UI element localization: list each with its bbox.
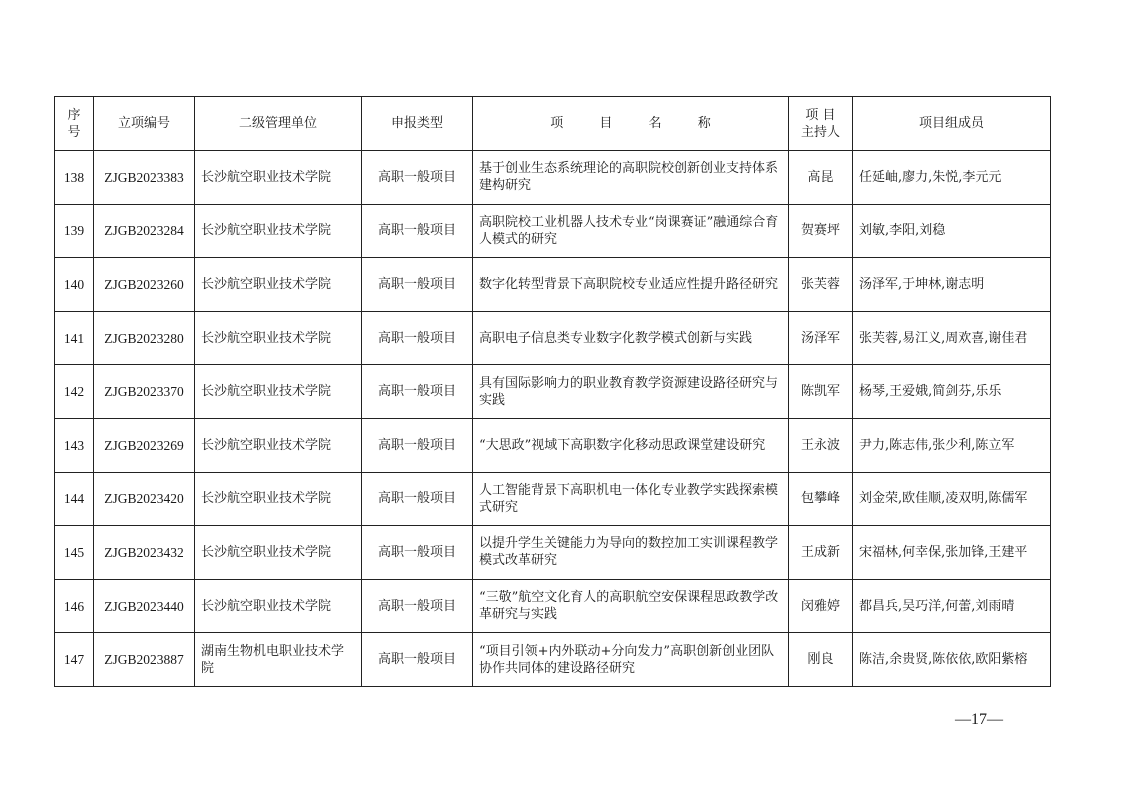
cell-code: ZJGB2023269	[94, 418, 195, 472]
table-row	[55, 418, 1051, 472]
cell-type: 高职一般项目	[362, 365, 473, 419]
cell-host: 高昆	[789, 151, 853, 205]
cell-members: 任延岫,廖力,朱悦,李元元	[853, 151, 1051, 205]
cell-members: 都昌兵,吴巧洋,何蕾,刘雨晴	[853, 579, 1051, 633]
table-row	[55, 311, 1051, 365]
cell-unit: 长沙航空职业技术学院	[195, 579, 362, 633]
cell-seq: 144	[55, 472, 94, 526]
cell-host: 王成新	[789, 526, 853, 580]
cell-seq: 139	[55, 204, 94, 258]
header-seq: 序 号	[55, 97, 94, 151]
cell-type: 高职一般项目	[362, 151, 473, 205]
cell-type: 高职一般项目	[362, 579, 473, 633]
cell-members: 宋福林,何幸保,张加锋,王建平	[853, 526, 1051, 580]
cell-host: 闵雅婷	[789, 579, 853, 633]
cell-project-name: 基于创业生态系统理论的高职院校创新创业支持体系建构研究	[473, 151, 789, 205]
cell-seq: 147	[55, 633, 94, 687]
cell-type: 高职一般项目	[362, 311, 473, 365]
cell-code: ZJGB2023887	[94, 633, 195, 687]
header-unit: 二级管理单位	[195, 97, 362, 151]
table-row	[55, 526, 1051, 580]
cell-project-name: 具有国际影响力的职业教育教学资源建设路径研究与实践	[473, 365, 789, 419]
cell-code: ZJGB2023280	[94, 311, 195, 365]
cell-unit: 长沙航空职业技术学院	[195, 311, 362, 365]
table-row	[55, 633, 1051, 687]
cell-project-name: 高职院校工业机器人技术专业“岗课赛证”融通综合育人模式的研究	[473, 204, 789, 258]
cell-code: ZJGB2023432	[94, 526, 195, 580]
cell-project-name: “三敬”航空文化育人的高职航空安保课程思政教学改革研究与实践	[473, 579, 789, 633]
header-project-name: 项 目 名 称	[473, 97, 789, 151]
cell-host: 汤泽军	[789, 311, 853, 365]
cell-seq: 146	[55, 579, 94, 633]
cell-unit: 长沙航空职业技术学院	[195, 472, 362, 526]
cell-project-name: 高职电子信息类专业数字化教学模式创新与实践	[473, 311, 789, 365]
table-row	[55, 151, 1051, 205]
cell-unit: 长沙航空职业技术学院	[195, 526, 362, 580]
cell-host: 刚良	[789, 633, 853, 687]
cell-project-name: 以提升学生关键能力为导向的数控加工实训课程教学模式改革研究	[473, 526, 789, 580]
cell-members: 张芙蓉,易江义,周欢喜,谢佳君	[853, 311, 1051, 365]
cell-unit: 长沙航空职业技术学院	[195, 418, 362, 472]
cell-unit: 长沙航空职业技术学院	[195, 258, 362, 312]
table-row	[55, 472, 1051, 526]
cell-members: 汤泽军,于坤林,谢志明	[853, 258, 1051, 312]
cell-members: 刘金荣,欧佳顺,凌双明,陈儒军	[853, 472, 1051, 526]
cell-seq: 145	[55, 526, 94, 580]
cell-unit: 湖南生物机电职业技术学院	[195, 633, 362, 687]
project-table	[54, 96, 1051, 687]
cell-host: 贺赛坪	[789, 204, 853, 258]
cell-host: 王永波	[789, 418, 853, 472]
cell-unit: 长沙航空职业技术学院	[195, 365, 362, 419]
cell-type: 高职一般项目	[362, 204, 473, 258]
cell-members: 杨琴,王爱娥,简剑芬,乐乐	[853, 365, 1051, 419]
cell-code: ZJGB2023440	[94, 579, 195, 633]
cell-members: 尹力,陈志伟,张少利,陈立军	[853, 418, 1051, 472]
cell-code: ZJGB2023370	[94, 365, 195, 419]
cell-code: ZJGB2023383	[94, 151, 195, 205]
cell-members: 陈洁,余贵贤,陈依依,欧阳紫榕	[853, 633, 1051, 687]
cell-seq: 138	[55, 151, 94, 205]
cell-type: 高职一般项目	[362, 258, 473, 312]
cell-type: 高职一般项目	[362, 526, 473, 580]
cell-code: ZJGB2023260	[94, 258, 195, 312]
cell-seq: 141	[55, 311, 94, 365]
cell-code: ZJGB2023420	[94, 472, 195, 526]
table-row	[55, 365, 1051, 419]
header-members: 项目组成员	[853, 97, 1051, 151]
cell-seq: 140	[55, 258, 94, 312]
table-row	[55, 579, 1051, 633]
header-host: 项 目 主持人	[789, 97, 853, 151]
cell-seq: 142	[55, 365, 94, 419]
cell-project-name: 数字化转型背景下高职院校专业适应性提升路径研究	[473, 258, 789, 312]
page-number: —17—	[955, 711, 1003, 728]
cell-seq: 143	[55, 418, 94, 472]
cell-unit: 长沙航空职业技术学院	[195, 204, 362, 258]
cell-type: 高职一般项目	[362, 633, 473, 687]
cell-project-name: 人工智能背景下高职机电一体化专业教学实践探索模式研究	[473, 472, 789, 526]
cell-type: 高职一般项目	[362, 472, 473, 526]
header-code: 立项编号	[94, 97, 195, 151]
table-row	[55, 204, 1051, 258]
cell-project-name: “项目引领+内外联动+分向发力”高职创新创业团队协作共同体的建设路径研究	[473, 633, 789, 687]
header-type: 申报类型	[362, 97, 473, 151]
cell-members: 刘敏,李阳,刘稳	[853, 204, 1051, 258]
cell-type: 高职一般项目	[362, 418, 473, 472]
cell-project-name: “大思政”视域下高职数字化移动思政课堂建设研究	[473, 418, 789, 472]
cell-host: 陈凯军	[789, 365, 853, 419]
table-header-row	[55, 97, 1051, 151]
table-row	[55, 258, 1051, 312]
cell-unit: 长沙航空职业技术学院	[195, 151, 362, 205]
cell-host: 张芙蓉	[789, 258, 853, 312]
cell-host: 包攀峰	[789, 472, 853, 526]
cell-code: ZJGB2023284	[94, 204, 195, 258]
